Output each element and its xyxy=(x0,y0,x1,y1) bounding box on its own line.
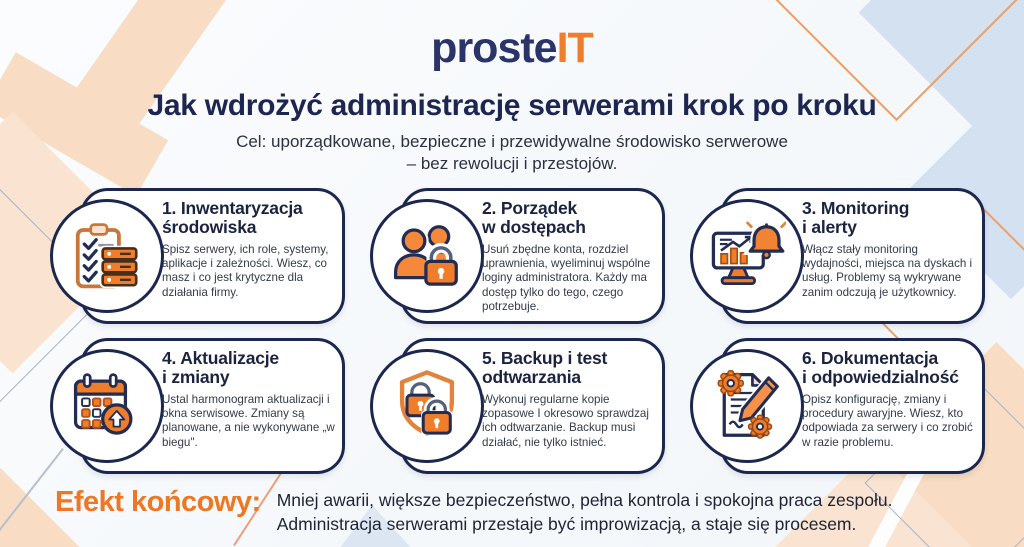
final-effect-line1: Mniej awarii, większe bezpieczeństwo, pełna kontrola i spokojna praca zespołu. xyxy=(276,490,893,510)
page-title: Jak wdrożyć administrację serwerami krok po kroku xyxy=(147,89,877,122)
step-title-line2: i alerty xyxy=(802,217,857,238)
step-title-line1: 6. Dokumentacja xyxy=(802,348,939,368)
step-icon-circle xyxy=(370,199,484,313)
step-card-3 xyxy=(690,188,985,324)
step-title-line1: 3. Monitoring xyxy=(802,198,910,218)
users-lock-icon xyxy=(388,217,466,295)
final-effect-label: Efekt końcowy: xyxy=(55,486,261,518)
step-title-line2: i zmiany xyxy=(162,367,230,388)
step-card-1 xyxy=(50,188,345,324)
step-title xyxy=(802,199,980,238)
step-content xyxy=(162,199,340,300)
step-icon-circle xyxy=(690,199,804,313)
step-body: Usuń zbędne konta, rozdziel uprawnienia, wyeliminuj wspólne loginy administratora. Każdy ma dostęp tylko do tego, czego potrzebuje. xyxy=(482,242,651,314)
step-content xyxy=(482,199,660,315)
step-title-line2: środowiska xyxy=(162,217,257,238)
step-card-2 xyxy=(370,188,665,324)
step-body: Ustal harmonogram aktualizacji i okna serwisowe. Zmiany są planowane, a nie wykonywane „w biegu". xyxy=(162,392,335,449)
subtitle-line1: Cel: uporządkowane, bezpieczne i przewidywalne środowisko serwerowe xyxy=(236,132,788,151)
step-body: Opisz konfigurację, zmiany i procedury awaryjne. Wiesz, kto odpowiada za serwery i co zrobić w razie problemu. xyxy=(802,392,973,449)
step-card-4 xyxy=(50,338,345,474)
final-effect-section xyxy=(55,486,892,536)
step-body: Spisz serwery, ich role, systemy, aplikacje i zależności. Wiesz, co masz i co jest krytyczne dla działania firmy. xyxy=(162,242,329,299)
step-title-line1: 4. Aktualizacje xyxy=(162,348,279,368)
brand-logo xyxy=(0,24,1024,73)
step-title xyxy=(162,199,340,238)
step-body: Włącz stały monitoring wydajności, miejsca na dyskach i usług. Problemy są wykrywane zanim odczują je użytkownicy. xyxy=(802,242,973,299)
step-card-6 xyxy=(690,338,985,474)
step-icon-circle xyxy=(50,199,164,313)
step-title-line1: 5. Backup i test xyxy=(482,348,608,368)
step-title-line2: i odpowiedzialność xyxy=(802,367,959,388)
final-effect-line2: Administracja serwerami przestaje być improwizacją, a staje się procesem. xyxy=(276,513,857,534)
step-title xyxy=(802,349,980,388)
step-title-line2: odtwarzania xyxy=(482,367,581,388)
step-content xyxy=(802,349,980,450)
final-effect-text xyxy=(277,489,893,536)
step-card-5 xyxy=(370,338,665,474)
step-icon-circle xyxy=(690,349,804,463)
clipboard-server-icon xyxy=(68,217,146,295)
step-title xyxy=(482,199,660,238)
step-title xyxy=(482,349,660,388)
step-content xyxy=(482,349,660,450)
step-title-line2: w dostępach xyxy=(482,217,586,238)
subtitle-line2: – bez rewolucji i przestojów. xyxy=(406,154,618,174)
brand-logo-part2: IT xyxy=(556,24,593,72)
calendar-update-icon xyxy=(68,367,146,445)
steps-grid xyxy=(50,188,985,474)
step-content xyxy=(162,349,340,450)
step-body: Wykonuj regularne kopie zopasowe I okresowo sprawdzaj ich odtwarzanie. Backup musi działać, nie tylko istnieć. xyxy=(482,392,649,449)
step-icon-circle xyxy=(370,349,484,463)
step-title-line1: 2. Porządek xyxy=(482,198,578,218)
brand-logo-part1: proste xyxy=(431,24,557,72)
shield-locks-icon xyxy=(388,367,466,445)
document-pen-icon xyxy=(708,367,786,445)
monitor-bell-icon xyxy=(708,217,786,295)
step-title xyxy=(162,349,340,388)
step-icon-circle xyxy=(50,349,164,463)
step-title-line1: 1. Inwentaryzacja xyxy=(162,198,303,218)
step-content xyxy=(802,199,980,300)
page-subtitle xyxy=(0,131,1024,175)
